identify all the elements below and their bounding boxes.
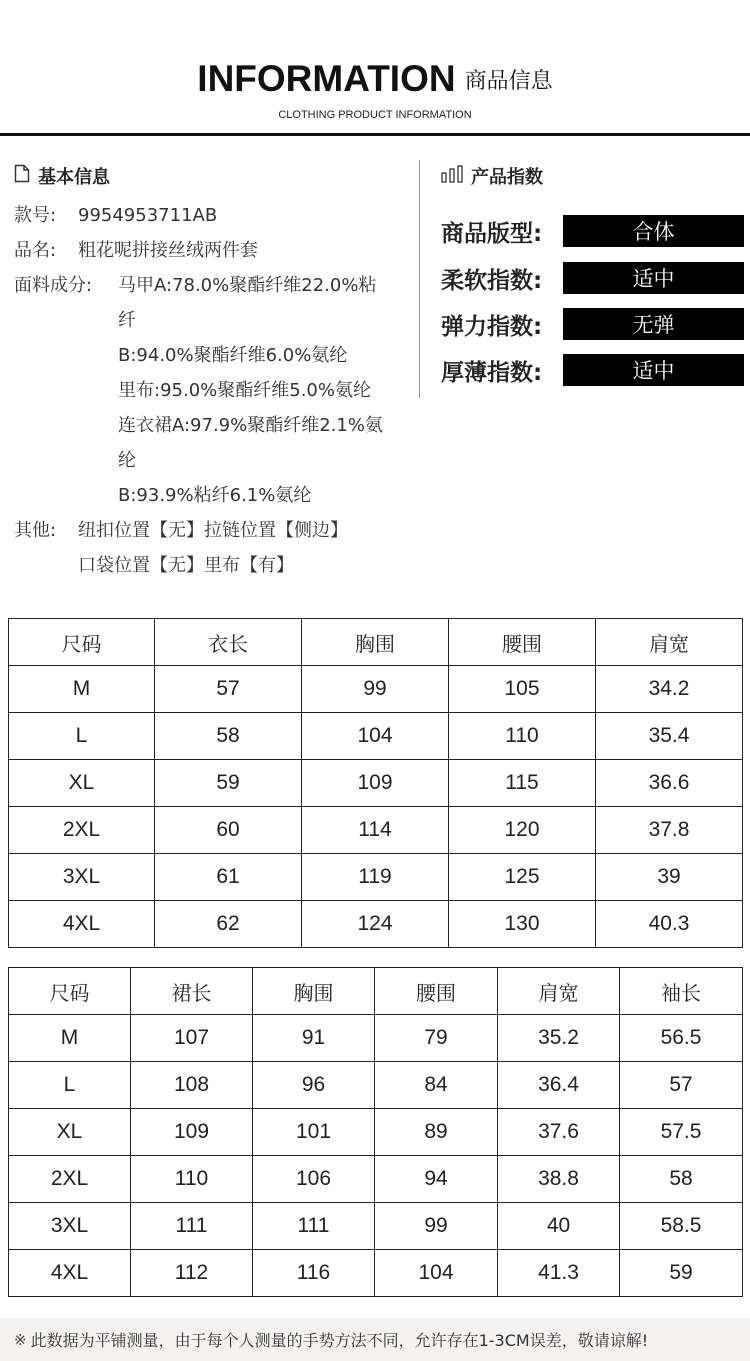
table-cell: 114 [302, 807, 449, 854]
fabric-line: 里布:95.0%聚酯纤维5.0%氨纶 [118, 380, 371, 401]
fabric-line: B:93.9%粘纤6.1%氨纶 [118, 485, 312, 506]
index-value: 无弹 [563, 308, 744, 340]
table-header-cell: 腰围 [449, 619, 596, 666]
table-cell: 36.4 [498, 1062, 620, 1109]
product-index-heading-text: 产品指数 [471, 167, 543, 188]
table-cell: 57.5 [620, 1109, 743, 1156]
fabric-line: B:94.0%聚酯纤维6.0%氨纶 [118, 345, 348, 366]
table-header-cell: 尺码 [9, 968, 131, 1015]
title-english: INFORMATION [197, 58, 456, 99]
table-cell: 94 [375, 1156, 498, 1203]
table-cell: 115 [449, 760, 596, 807]
product-name-label: 品名: [14, 240, 57, 261]
table-row [9, 901, 743, 948]
page-header [0, 0, 750, 138]
table-header-cell: 尺码 [9, 619, 155, 666]
document-icon [14, 164, 30, 188]
index-label: 商品版型: [441, 220, 543, 247]
table-row [9, 1109, 743, 1156]
index-value: 适中 [563, 354, 744, 386]
fabric-row [14, 268, 414, 303]
note-text: 此数据为平铺测量，由于每个人测量的手势方法不同，允许存在1-3CM误差，敬请谅解! [30, 1331, 649, 1350]
table-cell: 89 [375, 1109, 498, 1156]
table-cell: 120 [449, 807, 596, 854]
table-cell: 109 [302, 760, 449, 807]
page-title [0, 58, 750, 100]
table-cell: 91 [253, 1015, 375, 1062]
table-cell: 111 [253, 1203, 375, 1250]
table-cell: 56.5 [620, 1015, 743, 1062]
index-value: 适中 [563, 262, 744, 294]
table-cell: 99 [302, 666, 449, 713]
table-cell: 112 [131, 1250, 253, 1297]
fabric-line: 纶 [118, 450, 136, 471]
table-cell: 36.6 [596, 760, 743, 807]
table-cell: 116 [253, 1250, 375, 1297]
index-value: 合体 [563, 215, 744, 247]
table-cell: 124 [302, 901, 449, 948]
other-line: 纽扣位置【无】拉链位置【侧边】 [78, 520, 348, 541]
elasticity-index-row [441, 308, 746, 340]
table-cell: 79 [375, 1015, 498, 1062]
table-cell: M [9, 1015, 131, 1062]
table-cell: 58 [620, 1156, 743, 1203]
index-label: 柔软指数: [441, 267, 543, 294]
table-cell: 109 [131, 1109, 253, 1156]
table-cell: 99 [375, 1203, 498, 1250]
table-row [9, 713, 743, 760]
basic-info-heading-text: 基本信息 [38, 167, 110, 188]
table-header-cell: 胸围 [302, 619, 449, 666]
table-header-cell: 衣长 [155, 619, 302, 666]
table-cell: 105 [449, 666, 596, 713]
table-cell: 3XL [9, 854, 155, 901]
table-row [9, 1156, 743, 1203]
basic-info-section [14, 160, 414, 583]
table-cell: 108 [131, 1062, 253, 1109]
product-name-row [14, 233, 414, 268]
index-label: 弹力指数: [441, 313, 543, 340]
table-cell: 57 [620, 1062, 743, 1109]
table-row [9, 807, 743, 854]
table-cell: 37.6 [498, 1109, 620, 1156]
measurement-note [0, 1318, 750, 1361]
table-header-cell: 胸围 [253, 968, 375, 1015]
fabric-line: 马甲A:78.0%聚酯纤维22.0%粘 [118, 275, 377, 296]
table-cell: 57 [155, 666, 302, 713]
product-index-heading [441, 160, 746, 192]
fabric-line: 连衣裙A:97.9%聚酯纤维2.1%氨 [118, 415, 383, 436]
table-row [9, 666, 743, 713]
table-cell: L [9, 1062, 131, 1109]
table-header-row [9, 968, 743, 1015]
product-index-section [441, 160, 746, 386]
table-cell: 106 [253, 1156, 375, 1203]
table-cell: 2XL [9, 807, 155, 854]
table-row [9, 760, 743, 807]
table-cell: 104 [375, 1250, 498, 1297]
table-cell: 119 [302, 854, 449, 901]
table-cell: 2XL [9, 1156, 131, 1203]
title-chinese: 商品信息 [464, 68, 553, 94]
table-cell: 107 [131, 1015, 253, 1062]
basic-info-heading [14, 160, 414, 192]
other-line: 口袋位置【无】里布【有】 [78, 555, 294, 576]
table-header-cell: 肩宽 [498, 968, 620, 1015]
table-cell: 40.3 [596, 901, 743, 948]
table-row [9, 1062, 743, 1109]
table-cell: XL [9, 1109, 131, 1156]
section-divider [419, 160, 420, 398]
table-cell: 111 [131, 1203, 253, 1250]
style-number-value: 9954953711AB [78, 205, 218, 226]
table-header-row [9, 619, 743, 666]
table-cell: XL [9, 760, 155, 807]
table-header-cell: 袖长 [620, 968, 743, 1015]
table-header-cell: 裙长 [131, 968, 253, 1015]
table-cell: 110 [449, 713, 596, 760]
table-row [9, 1203, 743, 1250]
table-cell: 58 [155, 713, 302, 760]
table-cell: 60 [155, 807, 302, 854]
index-label: 厚薄指数: [441, 359, 543, 386]
table-cell: 4XL [9, 901, 155, 948]
table-cell: 84 [375, 1062, 498, 1109]
header-divider [0, 133, 750, 136]
table-cell: 59 [155, 760, 302, 807]
other-row [14, 513, 414, 548]
table-cell: 3XL [9, 1203, 131, 1250]
table-cell: 59 [620, 1250, 743, 1297]
dress-size-table [8, 967, 743, 1297]
top-size-table [8, 618, 743, 948]
fabric-line: 纤 [118, 310, 136, 331]
fabric-label: 面料成分: [14, 275, 93, 296]
table-cell: 125 [449, 854, 596, 901]
table-cell: 110 [131, 1156, 253, 1203]
table-cell: 104 [302, 713, 449, 760]
softness-index-row [441, 262, 746, 294]
thickness-index-row [441, 354, 746, 386]
table-cell: 62 [155, 901, 302, 948]
table-header-cell: 腰围 [375, 968, 498, 1015]
page-subtitle: CLOTHING PRODUCT INFORMATION [278, 109, 472, 121]
table-cell: M [9, 666, 155, 713]
fit-index-row [441, 215, 746, 247]
table-cell: 38.8 [498, 1156, 620, 1203]
other-label: 其他: [14, 520, 57, 541]
table-cell: 39 [596, 854, 743, 901]
table-cell: L [9, 713, 155, 760]
table-cell: 35.4 [596, 713, 743, 760]
table-cell: 34.2 [596, 666, 743, 713]
table-header-cell: 肩宽 [596, 619, 743, 666]
table-cell: 96 [253, 1062, 375, 1109]
table-row [9, 1015, 743, 1062]
table-cell: 41.3 [498, 1250, 620, 1297]
table-cell: 37.8 [596, 807, 743, 854]
style-number-row [14, 198, 414, 233]
table-cell: 40 [498, 1203, 620, 1250]
table-cell: 35.2 [498, 1015, 620, 1062]
table-cell: 101 [253, 1109, 375, 1156]
table-cell: 61 [155, 854, 302, 901]
table-cell: 4XL [9, 1250, 131, 1297]
note-mark-icon: ※ [14, 1330, 27, 1349]
table-cell: 58.5 [620, 1203, 743, 1250]
bar-chart-icon [441, 165, 463, 188]
product-name-value: 粗花呢拼接丝绒两件套 [78, 240, 258, 261]
table-row [9, 854, 743, 901]
table-cell: 130 [449, 901, 596, 948]
table-row [9, 1250, 743, 1297]
style-number-label: 款号: [14, 205, 57, 226]
